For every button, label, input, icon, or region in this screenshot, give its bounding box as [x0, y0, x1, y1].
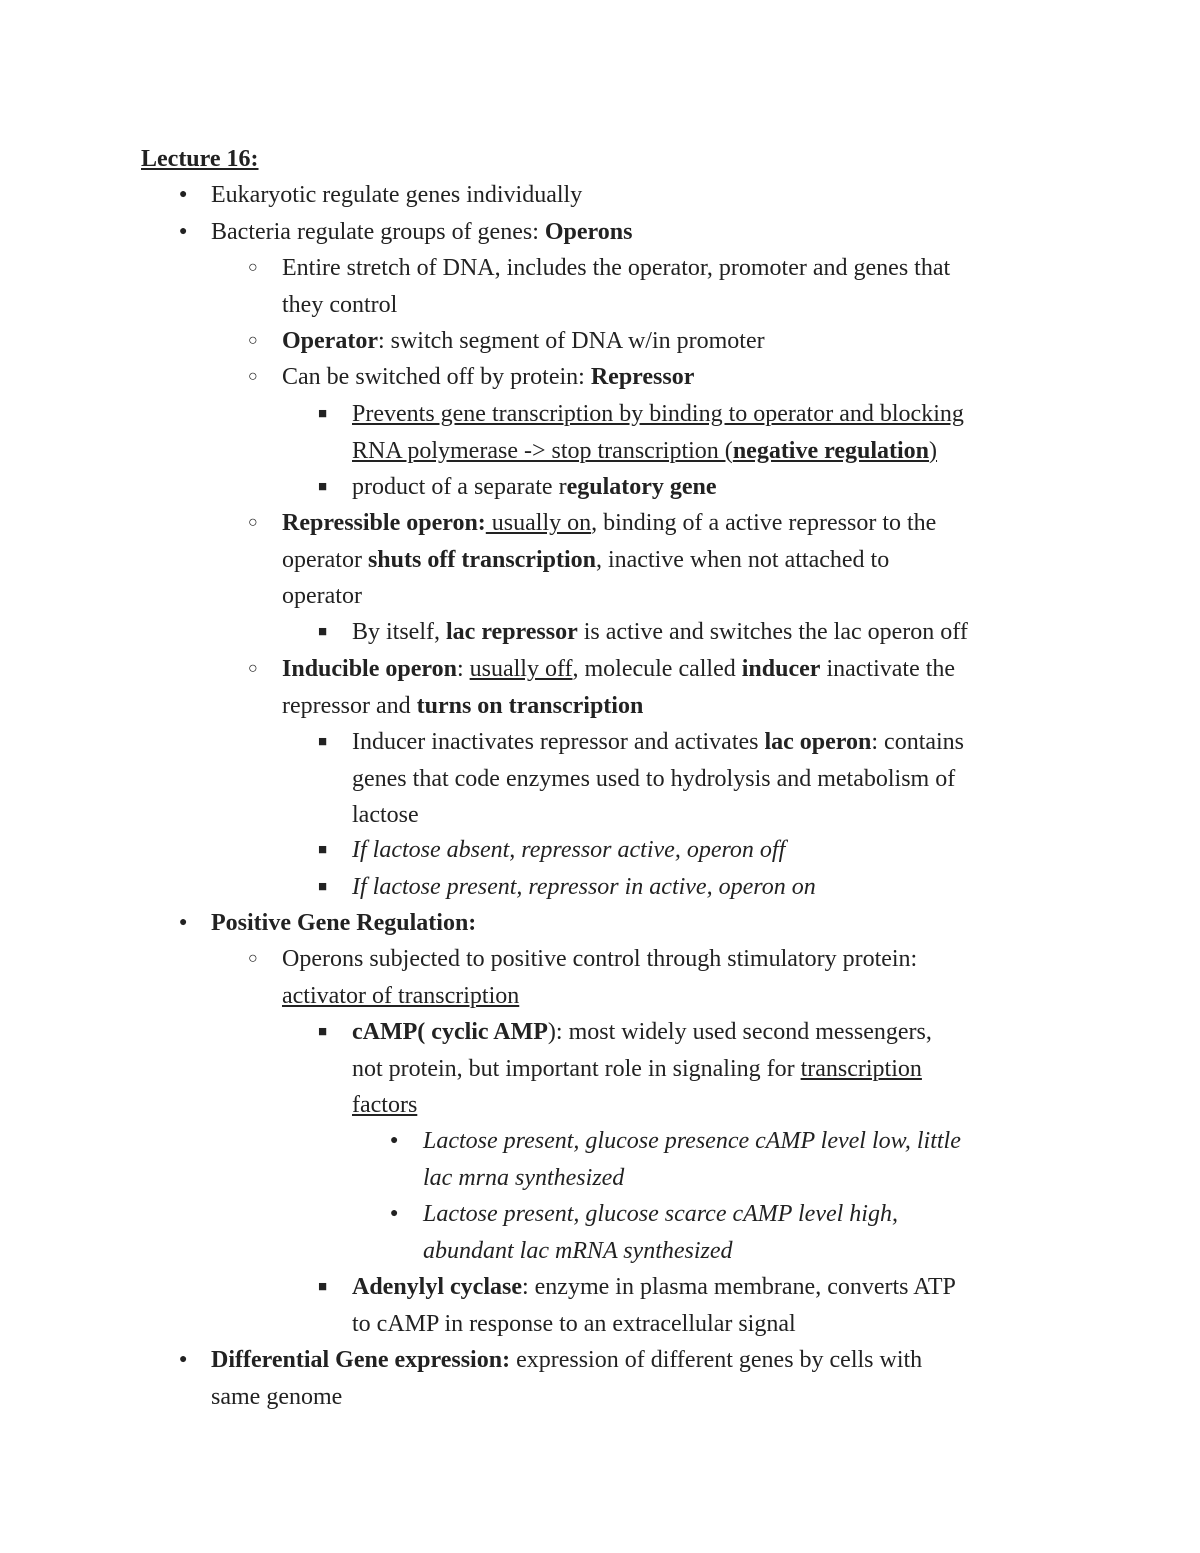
list-item: ○ Can be switched off by protein: Repressor [282, 359, 694, 396]
circle-marker: ○ [248, 259, 258, 276]
square-marker: ■ [318, 879, 328, 895]
square-marker: ■ [318, 406, 328, 422]
circle-marker: ○ [248, 332, 258, 349]
list-item: ○ Repressible operon: usually on, binding of a active repressor to the operator shuts off transcription, inactive when not attached to operator [282, 505, 936, 615]
list-item: ■ cAMP( cyclic AMP): most widely used second messengers, not protein, but important role in signaling for transcription factors [352, 1014, 932, 1124]
bullet-marker: ● [179, 915, 188, 930]
square-marker: ■ [318, 479, 328, 495]
bullet-marker: ● [390, 1133, 399, 1148]
square-marker: ■ [318, 624, 328, 640]
bullet-marker: ● [179, 187, 188, 202]
circle-marker: ○ [248, 660, 258, 677]
circle-marker: ○ [248, 368, 258, 385]
bullet-marker: ● [179, 1352, 188, 1367]
list-item: ● Lactose present, glucose presence cAMP level low, little lac mrna synthesized [423, 1123, 961, 1196]
lecture-title: Lecture 16: [141, 146, 259, 172]
list-item: ● Lactose present, glucose scarce cAMP level high, abundant lac mRNA synthesized [423, 1196, 898, 1269]
list-item: ■ By itself, lac repressor is active and switches the lac operon off [352, 614, 968, 651]
list-item: ■ Adenylyl cyclase: enzyme in plasma membrane, converts ATP to cAMP in response to an extracellular signal [352, 1269, 956, 1342]
list-item: ■ product of a separate regulatory gene [352, 469, 717, 506]
list-item: ○ Operator: switch segment of DNA w/in promoter [282, 323, 765, 360]
list-item: ○ Operons subjected to positive control through stimulatory protein: activator of transcription [282, 941, 917, 1014]
square-marker: ■ [318, 734, 328, 750]
list-item: ● Differential Gene expression: expression of different genes by cells with same genome [211, 1342, 922, 1415]
list-item: ■ If lactose present, repressor in active, operon on [352, 869, 816, 906]
list-item: ■ Inducer inactivates repressor and activates lac operon: contains genes that code enzymes used to hydrolysis and metabolism of lactose [352, 724, 964, 834]
list-item: ○ Entire stretch of DNA, includes the operator, promoter and genes that they control [282, 250, 950, 323]
circle-marker: ○ [248, 514, 258, 531]
list-item: ■ Prevents gene transcription by binding to operator and blocking RNA polymerase -> stop transcription (negative regulation) [352, 396, 964, 469]
square-marker: ■ [318, 1024, 328, 1040]
circle-marker: ○ [248, 950, 258, 967]
square-marker: ■ [318, 1279, 328, 1295]
list-item: ● Eukaryotic regulate genes individually [211, 177, 582, 214]
square-marker: ■ [318, 842, 328, 858]
list-item: ○ Inducible operon: usually off, molecule called inducer inactivate the repressor and turns on transcription [282, 651, 955, 724]
bullet-marker: ● [179, 224, 188, 239]
list-item: ● Bacteria regulate groups of genes: Operons [211, 214, 632, 251]
list-item: ● Positive Gene Regulation: [211, 905, 476, 942]
list-item: ■ If lactose absent, repressor active, operon off [352, 832, 785, 869]
bullet-marker: ● [390, 1206, 399, 1221]
